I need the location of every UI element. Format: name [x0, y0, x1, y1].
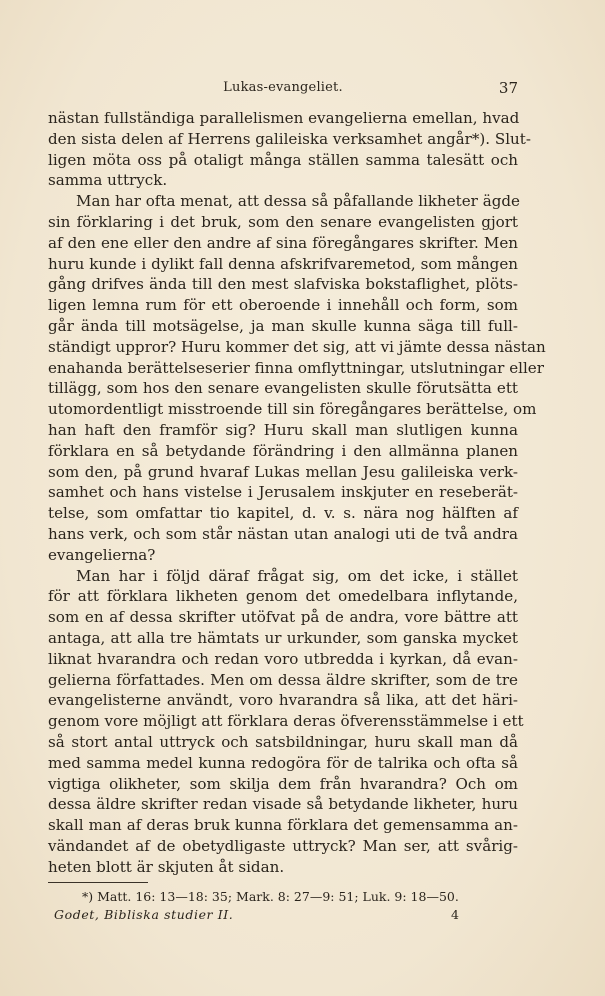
text-line: skall man af deras bruk kunna förklara det gemensamma an-: [48, 816, 518, 835]
text-line: tillägg, som hos den senare evangelisten skulle förutsätta ett: [48, 379, 518, 398]
text-line: gelierna författades. Men om dessa äldre skrifter, som de tre: [48, 670, 518, 689]
text-line: gång drifves ända till den mest slafviska bokstaflighet, plöts-: [48, 275, 518, 294]
text-line: antaga, att alla tre hämtats ur urkunder, som ganska mycket: [48, 628, 518, 647]
page-number: 37: [498, 79, 518, 97]
body-text: [48, 108, 546, 877]
footnote: *) Matt. 16: 13—18: 35; Mark. 8: 27—9: 51; Luk. 9: 18—50.: [82, 889, 459, 904]
text-line: evangelisterne användt, voro hvarandra så lika, att det häri-: [48, 691, 518, 710]
text-line: nästan fullständiga parallelismen evangelierna emellan, hvad: [48, 109, 520, 127]
text-line: den sista delen af Herrens galileiska verksamhet angår*). Slut-: [48, 129, 531, 148]
text-line: ligen lemna rum för ett oberoende i innehåll och form, som: [48, 296, 518, 315]
footnote-rule: [48, 882, 148, 883]
text-line: förklara en så betydande förändring i den allmänna planen: [48, 441, 518, 460]
text-line: för att förklara likheten genom det omedelbara inflytande,: [48, 587, 518, 606]
text-line: Man har ofta menat, att dessa så påfallande likheter ägde: [76, 192, 520, 211]
text-line: liknat hvarandra och redan voro utbredda i kyrkan, då evan-: [48, 649, 518, 668]
text-line: samma uttryck.: [48, 171, 168, 190]
text-line: samhet och hans vistelse i Jerusalem inskjuter en reseberät-: [48, 483, 518, 502]
text-line: går ända till motsägelse, ja man skulle kunna säga till full-: [48, 316, 518, 335]
text-line: hans verk, och som står nästan utan analogi uti de två andra: [48, 524, 518, 543]
text-line: evangelierna?: [48, 545, 156, 564]
text-line: vändandet af de obetydligaste uttryck? Man ser, att svårig-: [48, 836, 518, 855]
text-line: med samma medel kunna redogöra för de talrika och ofta så: [48, 753, 518, 772]
text-line: ständigt uppror? Huru kommer det sig, att vi jämte dessa nästan: [48, 337, 546, 356]
text-line: ligen möta oss på otaligt många ställen samma talesätt och: [48, 150, 518, 169]
page-header: [48, 80, 518, 102]
text-line: han haft den framför sig? Huru skall man slutligen kunna: [48, 420, 518, 439]
text-line: utomordentligt misstroende till sin föregångares berättelse, om: [48, 400, 537, 419]
text-line: enahanda berättelseserier finna omflyttningar, utslutningar eller: [48, 358, 544, 377]
text-line: som en af dessa skrifter utöfvat på de andra, vore bättre att: [48, 608, 518, 627]
text-line: huru kunde i dylikt fall denna afskrifvaremetod, som mången: [48, 254, 518, 273]
text-line: af den ene eller den andre af sina föregångares skrifter. Men: [48, 233, 518, 252]
text-line: Man har i följd däraf frågat sig, om det icke, i stället: [76, 566, 518, 585]
signature-label: Godet, Bibliska studier II.: [54, 907, 234, 922]
text-line: vigtiga olikheter, som skilja dem från hvarandra? Och om: [48, 774, 518, 793]
text-line: så stort antal uttryck och satsbildningar, huru skall man då: [48, 732, 518, 751]
text-line: heten blott är skjuten åt sidan.: [48, 857, 285, 876]
text-line: sin förklaring i det bruk, som den senare evangelisten gjort: [48, 212, 518, 231]
text-line: telse, som omfattar tio kapitel, d. v. s. nära nog hälften af: [48, 504, 518, 523]
signature-line: [54, 907, 459, 922]
running-title: Lukas-evangeliet.: [223, 80, 343, 95]
text-line: genom vore möjligt att förklara deras öfverensstämmelse i ett: [48, 712, 524, 731]
signature-number: 4: [451, 907, 459, 922]
text-line: dessa äldre skrifter redan visade så betydande likheter, huru: [48, 795, 518, 814]
text-line: som den, på grund hvaraf Lukas mellan Jesu galileiska verk-: [48, 462, 518, 481]
